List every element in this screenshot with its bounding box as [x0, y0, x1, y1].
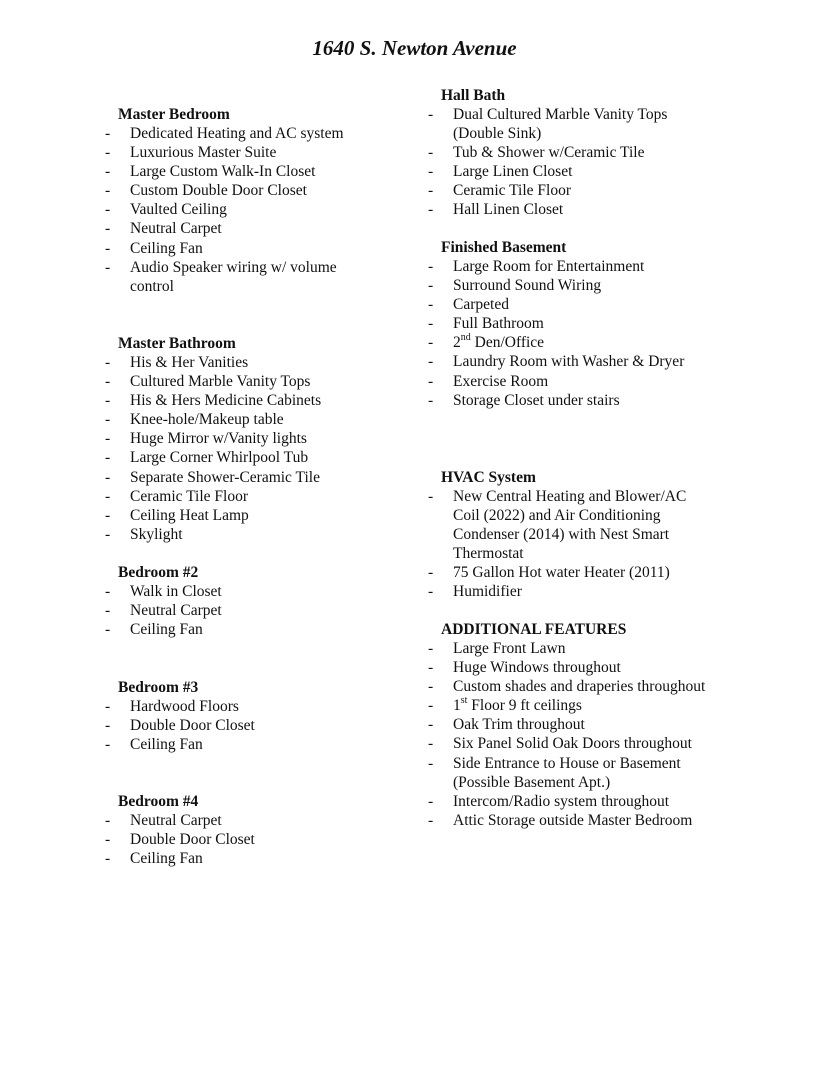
section-bedroom-3: [105, 678, 395, 754]
list-item: - Hall Linen Closet: [428, 200, 728, 219]
list-item: - Double Door Closet: [105, 830, 395, 849]
list-item: - Dual Cultured Marble Vanity Tops (Double Sink): [428, 105, 698, 143]
list-item: - Laundry Room with Washer & Dryer: [428, 352, 728, 371]
list-item: - Walk in Closet: [105, 582, 395, 601]
list-item: - Ceramic Tile Floor: [428, 181, 728, 200]
list-item: - Intercom/Radio system throughout: [428, 792, 738, 811]
list-item: - Huge Windows throughout: [428, 658, 738, 677]
list-item: - Side Entrance to House or Basement (Possible Basement Apt.): [428, 754, 723, 792]
list-item: - Audio Speaker wiring w/ volume control: [105, 258, 370, 296]
feature-list: [428, 105, 728, 220]
feature-list: [105, 582, 395, 639]
section-bedroom-4: [105, 792, 395, 868]
list-item: [428, 696, 738, 715]
section-heading: HVAC System: [441, 469, 536, 486]
list-item: - Large Corner Whirlpool Tub: [105, 448, 395, 467]
list-item: - Vaulted Ceiling: [105, 200, 395, 219]
section-heading: Master Bedroom: [118, 106, 230, 123]
list-item: - Ceiling Fan: [105, 735, 395, 754]
feature-list: [105, 697, 395, 754]
list-item: - Skylight: [105, 525, 395, 544]
feature-list: [428, 257, 728, 410]
list-item: - Hardwood Floors: [105, 697, 395, 716]
list-item: - Ceiling Fan: [105, 239, 395, 258]
list-item: - Storage Closet under stairs: [428, 391, 728, 410]
list-item: - Tub & Shower w/Ceramic Tile: [428, 143, 728, 162]
list-item: - Separate Shower-Ceramic Tile: [105, 468, 395, 487]
list-item: - Six Panel Solid Oak Doors throughout: [428, 734, 738, 753]
list-item: - Attic Storage outside Master Bedroom: [428, 811, 738, 830]
list-item: - Double Door Closet: [105, 716, 395, 735]
list-item: - Luxurious Master Suite: [105, 143, 395, 162]
list-item: - Neutral Carpet: [105, 601, 395, 620]
section-heading: Finished Basement: [441, 239, 567, 256]
section-master-bedroom: [105, 105, 395, 296]
section-heading: Bedroom #4: [118, 793, 199, 810]
list-item: - Huge Mirror w/Vanity lights: [105, 429, 395, 448]
item-text: Den/Office: [470, 334, 545, 352]
section-hvac-system: [428, 468, 728, 602]
section-heading: Master Bathroom: [118, 335, 236, 352]
section-heading: ADDITIONAL FEATURES: [441, 621, 627, 638]
section-heading: Bedroom #3: [118, 679, 199, 696]
feature-list: [428, 639, 738, 830]
item-text: Floor 9 ft ceilings: [467, 697, 582, 715]
list-item: - His & Her Vanities: [105, 353, 395, 372]
list-item: [428, 333, 728, 352]
list-item: - His & Hers Medicine Cabinets: [105, 391, 395, 410]
list-item: - Exercise Room: [428, 372, 728, 391]
section-bedroom-2: [105, 563, 395, 639]
list-item: - Neutral Carpet: [105, 219, 395, 238]
section-heading: Bedroom #2: [118, 564, 199, 581]
list-item: - Dedicated Heating and AC system: [105, 124, 395, 143]
ordinal-number: 1: [453, 697, 461, 715]
feature-list: [105, 811, 395, 868]
list-item: - Large Linen Closet: [428, 162, 728, 181]
ordinal-number: 2: [453, 334, 461, 352]
list-item: - Large Front Lawn: [428, 639, 738, 658]
list-item: - Custom shades and draperies throughout: [428, 677, 738, 696]
list-item: - Large Custom Walk-In Closet: [105, 162, 395, 181]
list-item: - 75 Gallon Hot water Heater (2011): [428, 563, 728, 582]
list-item: - Carpeted: [428, 295, 728, 314]
section-finished-basement: [428, 238, 728, 410]
ordinal-suffix: st: [460, 695, 468, 707]
list-item: - Full Bathroom: [428, 314, 728, 333]
section-heading: Hall Bath: [441, 87, 506, 104]
list-item: - Large Room for Entertainment: [428, 257, 728, 276]
list-item: - Humidifier: [428, 582, 728, 601]
ordinal-suffix: nd: [460, 332, 471, 344]
section-hall-bath: [428, 86, 728, 220]
list-item: - Cultured Marble Vanity Tops: [105, 372, 395, 391]
feature-list: [105, 124, 395, 296]
list-item: - Ceramic Tile Floor: [105, 487, 395, 506]
page-title: 1640 S. Newton Avenue: [312, 36, 517, 60]
section-master-bathroom: [105, 334, 395, 544]
list-item: - New Central Heating and Blower/AC Coil (2022) and Air Conditioning Condenser (2014) with Nest Smart Thermostat: [428, 487, 715, 563]
list-item: - Knee-hole/Makeup table: [105, 410, 395, 429]
list-item: - Surround Sound Wiring: [428, 276, 728, 295]
list-item: - Oak Trim throughout: [428, 715, 738, 734]
list-item: - Ceiling Fan: [105, 849, 395, 868]
feature-list: [105, 353, 395, 544]
list-item: - Custom Double Door Closet: [105, 181, 395, 200]
list-item: - Ceiling Fan: [105, 620, 395, 639]
list-item: - Ceiling Heat Lamp: [105, 506, 395, 525]
list-item: - Neutral Carpet: [105, 811, 395, 830]
section-additional-features: [428, 620, 738, 830]
feature-list: [428, 487, 728, 602]
